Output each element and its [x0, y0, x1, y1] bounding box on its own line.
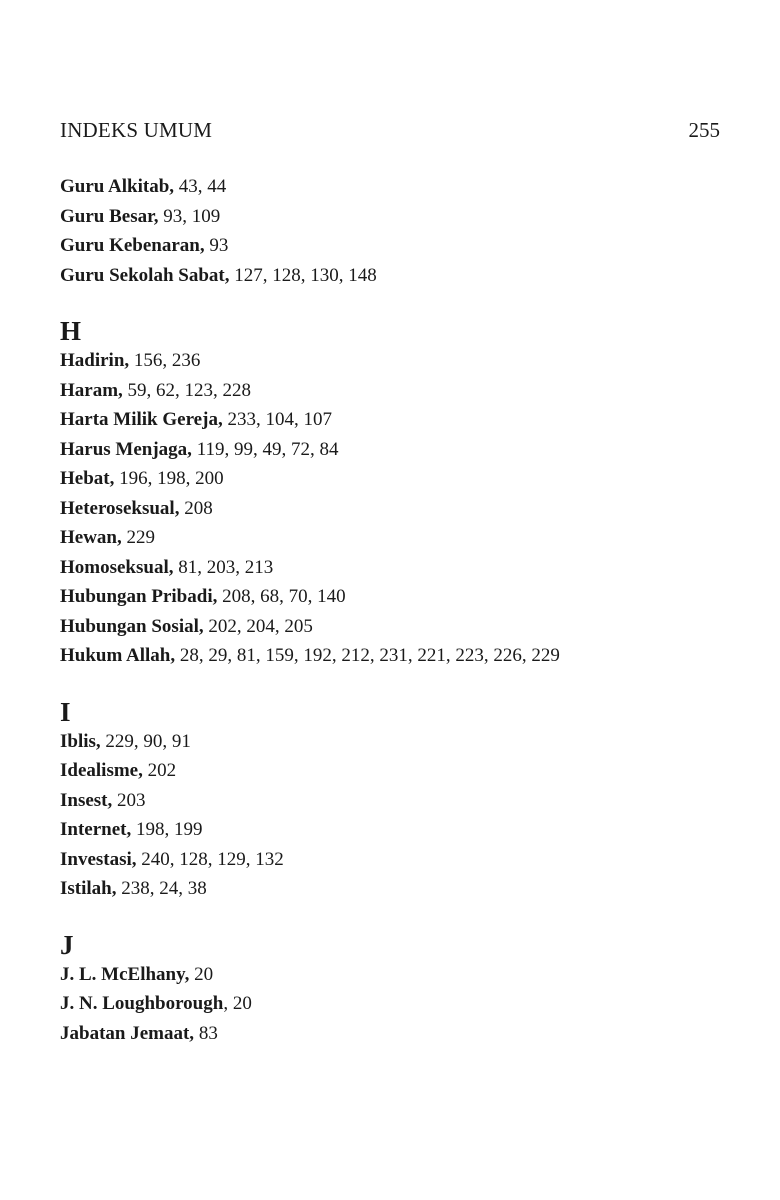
index-entry: [60, 815, 740, 845]
index-entry: [60, 989, 740, 1019]
index-section-j: [60, 930, 740, 1049]
index-term: Insest,: [60, 789, 113, 811]
index-term: Hubungan Sosial,: [60, 615, 204, 637]
index-entry: [60, 261, 740, 291]
index-term: Investasi,: [60, 848, 137, 870]
section-letter-heading: I: [60, 696, 71, 727]
section-letter-heading: J: [60, 929, 74, 960]
running-header-title: INDEKS UMUM: [60, 118, 213, 142]
index-term: Haram,: [60, 379, 123, 401]
index-term: Harus Menjaga,: [60, 438, 192, 460]
section-letter-heading: H: [60, 316, 82, 346]
index-pages: 196, 198, 200: [114, 468, 224, 489]
index-entry: [60, 553, 740, 583]
index-term: Jabatan Jemaat,: [60, 1022, 195, 1044]
index-pages: 238, 24, 38: [116, 878, 207, 899]
running-header: [60, 116, 720, 144]
index-entry: [60, 464, 740, 494]
index-term: Hadirin,: [60, 350, 130, 371]
index-pages: 119, 99, 49, 72, 84: [191, 438, 339, 460]
index-pages: 202: [142, 760, 177, 781]
index-pages: 208: [179, 497, 213, 519]
index-term: Internet,: [60, 819, 132, 840]
index-term: Hewan,: [60, 527, 122, 548]
index-term: Homoseksual,: [60, 556, 174, 578]
index-entry: [60, 1019, 740, 1049]
index-entry: [60, 845, 740, 875]
index-entry: [60, 960, 740, 990]
index-entry: [60, 172, 740, 202]
index-entry: [60, 786, 740, 816]
index-entry: [60, 435, 740, 465]
index-term: J. N. Loughborough: [60, 993, 224, 1014]
index-pages: 203: [112, 789, 146, 811]
index-term: J. L. McElhany,: [60, 963, 190, 985]
index-pages: 198, 199: [131, 819, 203, 840]
index-entry: [60, 346, 740, 376]
index-term: Istilah,: [60, 878, 117, 899]
index-entry: [60, 727, 740, 757]
index-term: Guru Sekolah Sabat,: [60, 264, 230, 286]
index-pages: 93: [204, 235, 229, 256]
index-pages: 93, 109: [158, 205, 221, 227]
index-pages: 81, 203, 213: [173, 556, 274, 578]
index-pages: 229: [121, 527, 155, 548]
index-pages: 233, 104, 107: [222, 409, 332, 430]
index-pages: , 20: [223, 993, 252, 1014]
index-entry: [60, 494, 740, 524]
index-term: Idealisme,: [60, 760, 143, 781]
index-entry: [60, 641, 740, 671]
index-term: Hubungan Pribadi,: [60, 586, 218, 607]
index-pages: 43, 44: [174, 176, 227, 197]
index-entry: [60, 874, 740, 904]
index-pages: 229, 90, 91: [100, 730, 191, 752]
index-pages: 83: [194, 1022, 218, 1044]
index-term: Guru Kebenaran,: [60, 235, 205, 256]
index-entry: [60, 756, 740, 786]
index-section-i: [60, 697, 740, 904]
index-pages: 59, 62, 123, 228: [122, 379, 252, 401]
index-term: Hukum Allah,: [60, 645, 176, 666]
index-pages: 240, 128, 129, 132: [136, 848, 284, 870]
index-pages: 202, 204, 205: [203, 615, 313, 637]
index-entry: [60, 405, 740, 435]
index-pages: 20: [189, 963, 214, 985]
page-number: 255: [688, 118, 720, 142]
index-term: Hebat,: [60, 468, 115, 489]
index-entry: [60, 231, 740, 261]
index-term: Iblis,: [60, 730, 101, 752]
index-entry: [60, 582, 740, 612]
index-term: Harta Milik Gereja,: [60, 409, 223, 430]
index-term: Heteroseksual,: [60, 497, 180, 519]
index-entry: [60, 376, 740, 406]
index-pages: 208, 68, 70, 140: [217, 586, 346, 607]
index-body: [60, 172, 740, 1048]
index-term: Guru Alkitab,: [60, 176, 175, 197]
index-pages: 28, 29, 81, 159, 192, 212, 231, 221, 223, 226, 229: [175, 645, 560, 666]
index-section-h: [60, 316, 740, 671]
index-term: Guru Besar,: [60, 205, 159, 227]
index-entry: [60, 523, 740, 553]
index-pages: 127, 128, 130, 148: [229, 264, 377, 286]
index-entry: [60, 202, 740, 232]
index-entry: [60, 612, 740, 642]
index-pages: 156, 236: [129, 350, 201, 371]
index-section-g-continued: [60, 172, 740, 290]
